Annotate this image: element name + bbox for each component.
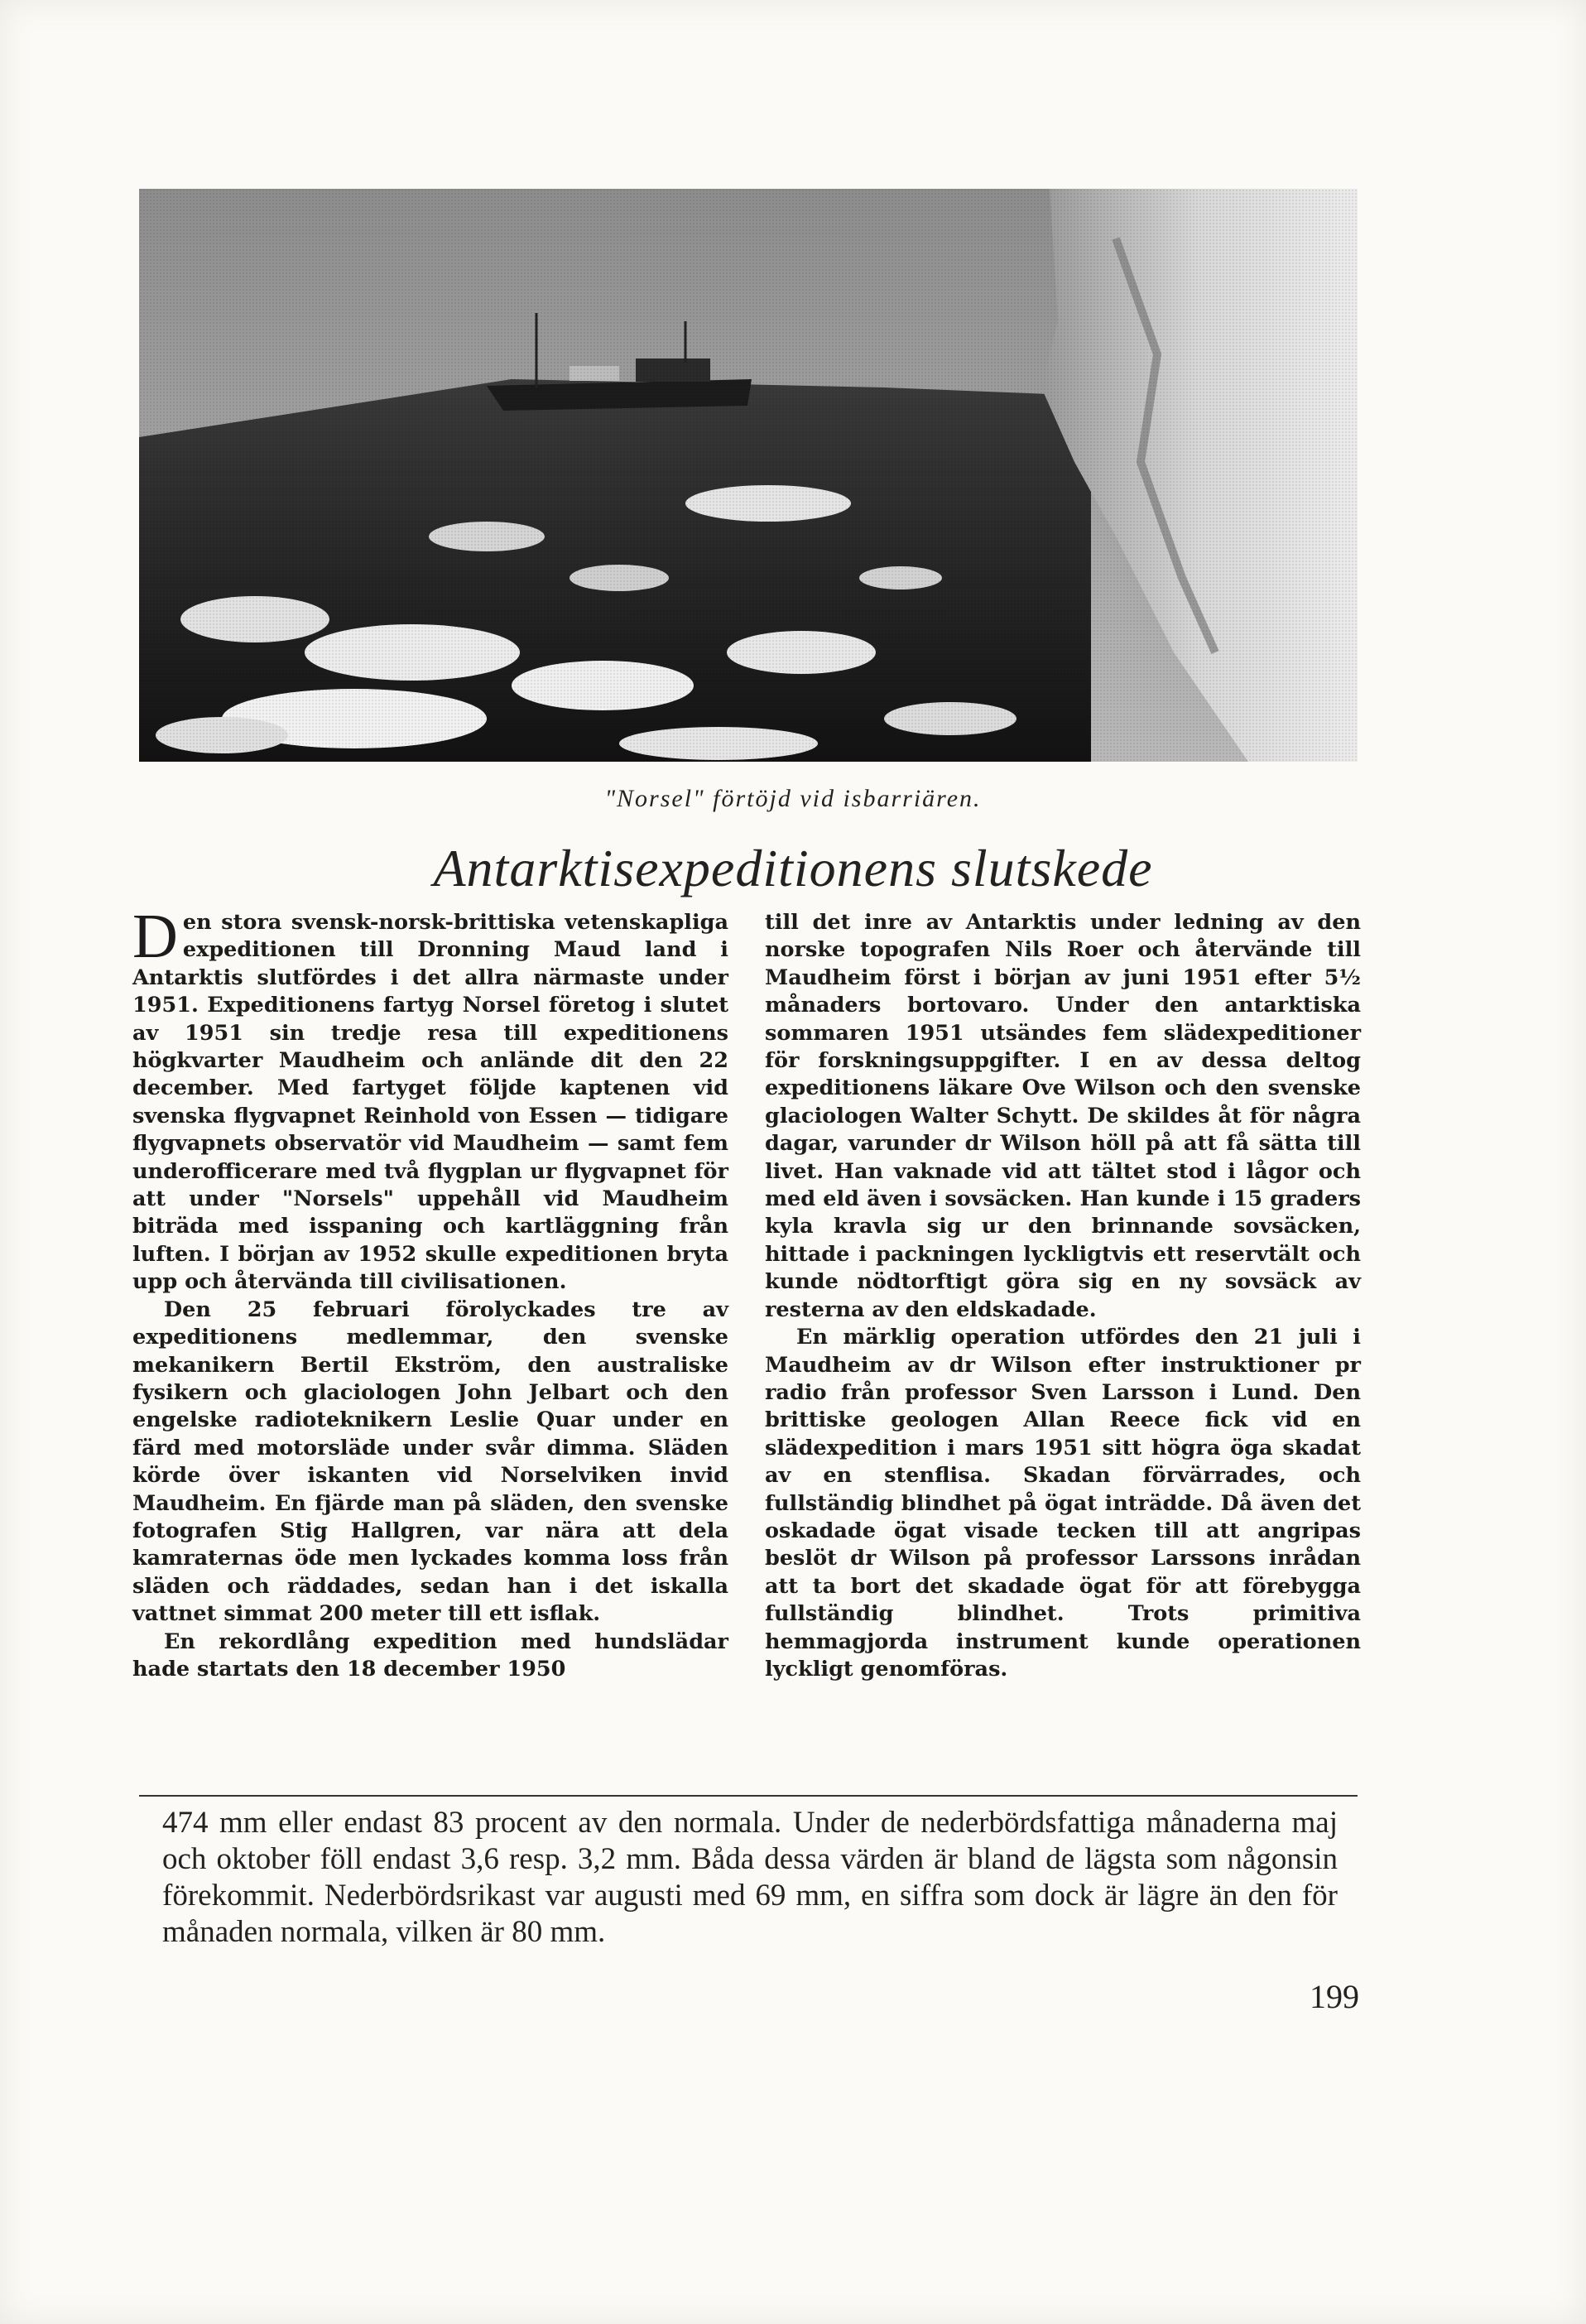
left-column [132,902,728,1683]
photo-ship-at-ice-barrier [139,189,1358,762]
section-divider [139,1795,1358,1797]
continued-text: 474 mm eller endast 83 procent av den normala. Under de nederbördsfattiga månaderna maj och oktober föll endast 3,6 resp. 3,2 mm. Båda dessa värden är bland de lägsta som någonsin förekommit. Nederbördsrikast var augusti med 69 mm, en siffra som dock är lägre än den för månaden normala, vilken är 80 mm. [162,1806,1338,1949]
paragraph-4: till det inre av Antarktis under ledning av den norske topografen Nils Roer och återvände till Maudheim först i början av juni 1951 efter 5½ månaders bortovaro. Under den antarktiska sommaren 1951 utsändes fem slädexpeditioner för forskningsuppgifter. I en av dessa deltog expeditionens läkare Ove Wilson och den svenske glaciologen Walter Schytt. De skildes åt för några dagar, varunder dr Wilson höll på att få sätta till livet. Han vaknade vid att tältet stod i lågor och med eld även i sovsäcken. Han kunde i 15 graders kyla kravla sig ur den brinnande sovsäcken, hittade i packningen lyckligtvis ett reservtält och kunde nödtorftigt göra sig en ny sovsäck av resterna av den eldskadade. [765,910,1361,1322]
paragraph-2: Den 25 februari förolyckades tre av expeditionens medlemmar, den svenske mekanikern Bertil Ekström, den australiske fysikern och glaciologen John Jelbart och den engelske radioteknikern Leslie Quar under en färd med motorsläde under svår dimma. Släden körde över iskanten vid Norselviken invid Maudheim. En fjärde man på släden, den svenske fotografen Stig Hallgren, var nära att dela kamraternas öde men lyckades komma loss från släden och räddades, sedan han i det iskalla vattnet simmat 200 meter till ett isflak. [132,1297,728,1627]
paragraph-1-text: en stora svensk-norsk-brittiska vetenskapliga expeditionen till Dronning Maud land i Antarktis slutfördes i det allra närmaste under 1951. Expeditionens fartyg Norsel företog i slutet av 1951 sin tredje resa till expeditionens högkvarter Maudheim och anlände dit den 22 december. Med fartyget följde kaptenen vid svenska flygvapnet Reinhold von Essen — tidigare flygvapnets observatör vid Maudheim — samt fem underofficerare med två flygplan ur flygvapnet för att under "Norsels" uppehåll vid Maudheim biträda med isspaning och kartläggning från luften. I början av 1952 skulle expeditionen bryta upp och återvända till civilisationen. [132,910,728,1295]
paragraph-3: En rekordlång expedition med hundslädar hade startats den 18 december 1950 [132,1629,728,1682]
photo-caption: "Norsel" förtöjd vid isbarriären. [604,785,982,812]
paragraph-5: En märklig operation utfördes den 21 juli i Maudheim av dr Wilson efter instruktioner pr radio från professor Sven Larsson i Lund. Den brittiske geologen Allan Reece fick vid en slädexpedition i mars 1951 sitt högra öga skadat av en stenflisa. Skadan förvärrades, och fullständig blindhet på ögat inträdde. Då även det oskadade ögat visade tecken till att angripas beslöt dr Wilson på professor Larssons inrådan att ta bort det skadade ögat för att förebygga fullständig blindhet. Trots primitiva hemmagjorda instrument kunde operationen lyckligt genomföras. [765,1325,1361,1682]
page-number: 199 [1310,1978,1359,2015]
paragraph-1 [132,902,728,1297]
photo-ship-iceberg-icon [139,189,1358,762]
drop-cap: D [132,902,178,971]
article-headline: Antarktisexpeditionens slutskede [433,839,1153,897]
right-column [765,909,1361,1683]
